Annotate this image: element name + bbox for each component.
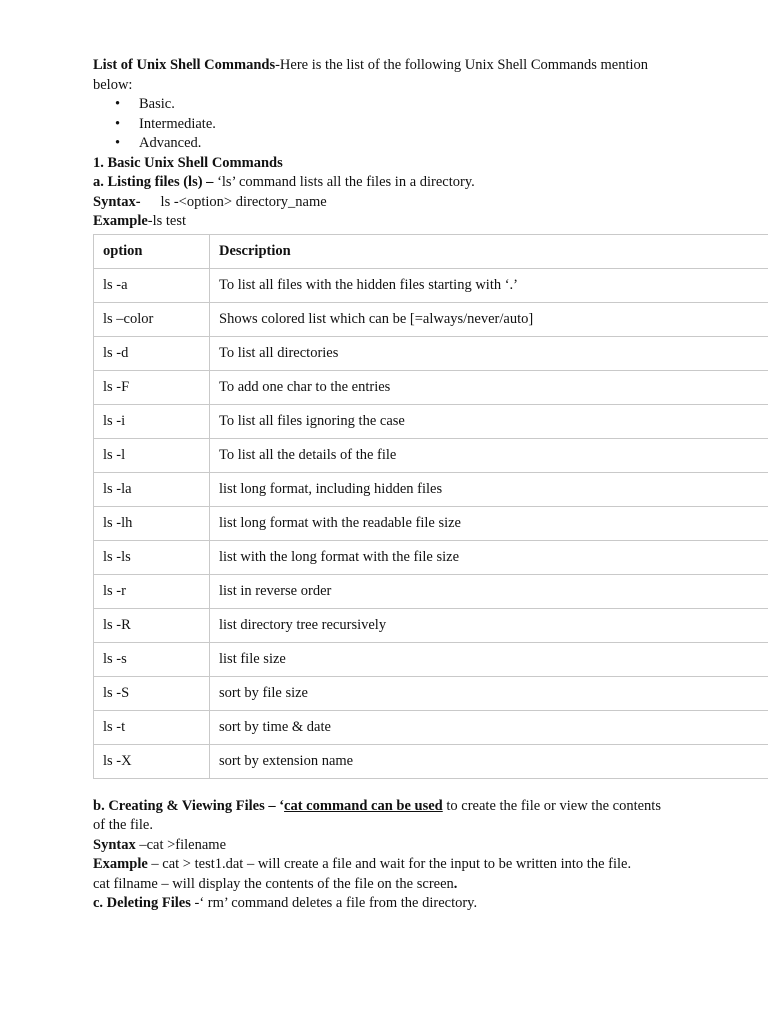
description-cell: sort by time & date [210,710,768,744]
cat-syntax-label: Syntax [93,836,136,853]
list-item [93,95,768,115]
options-table [93,234,768,779]
creating-files-text: to create the file or view the contents of the file. [93,797,661,833]
cat-example-text: – cat > test1.dat – will create a file and wait for the input to be written into the file. [147,856,632,872]
syntax-label: Syntax- [93,193,141,210]
example-line [93,212,768,232]
listing-text: ‘ls’ command lists all the files in a directory. [213,174,475,190]
bullet-icon: • [115,96,121,112]
description-cell: Shows colored list which can be [=always/never/auto] [210,302,768,336]
description-cell: list in reverse order [210,574,768,608]
description-cell: list with the long format with the file size [210,540,768,574]
intro-text: -Here is the list of the following Unix Shell Commands mention below: [93,57,649,93]
list-item [93,134,768,154]
table-row [94,540,768,574]
cat-syntax-line [93,836,768,856]
option-cell: ls -ls [94,540,210,574]
option-cell: ls -l [94,438,210,472]
description-cell: list file size [210,642,768,676]
option-cell: ls -d [94,336,210,370]
option-cell: ls -S [94,676,210,710]
section-heading-text: 1. Basic Unix Shell Commands [93,154,283,171]
document-page [93,56,768,914]
table-row [94,710,768,744]
table-header-description: Description [210,234,768,268]
example-text: -ls test [147,213,187,229]
syntax-line [93,193,768,213]
table-header-option: option [94,234,210,268]
table-header-row [94,234,768,268]
option-cell: ls -a [94,268,210,302]
example-label: Example [93,213,148,229]
description-cell: To list all files with the hidden files starting with ‘.’ [210,268,768,302]
table-row [94,302,768,336]
description-cell: To add one char to the entries [210,370,768,404]
table-row [94,744,768,778]
bullet-icon: • [115,115,121,132]
cat-display-line: cat filname – will display the contents of the file on the screen. [93,875,458,892]
table-row [94,268,768,302]
table-row [94,370,768,404]
description-cell: To list all the details of the file [210,438,768,472]
listing-line [93,173,768,193]
syntax-text: ls -<option> directory_name [160,193,327,210]
cat-syntax-text: –cat >filename [135,836,227,853]
option-cell: ls -lh [94,506,210,540]
description-cell: sort by extension name [210,744,768,778]
option-cell: ls -t [94,710,210,744]
table-row [94,676,768,710]
option-cell: ls -la [94,472,210,506]
list-item-label: Intermediate. [139,115,216,132]
creating-files-paragraph [93,797,673,836]
list-item-label: Advanced. [139,135,202,151]
option-cell: ls -i [94,404,210,438]
table-row [94,608,768,642]
levels-list [93,95,768,154]
table-row [94,472,768,506]
description-cell: To list all files ignoring the case [210,404,768,438]
intro-title: List of Unix Shell Commands [93,57,276,73]
description-cell: list long format, including hidden files [210,472,768,506]
intro-paragraph [93,56,653,95]
table-row [94,574,768,608]
table-row [94,642,768,676]
creating-files-underlined: cat command can be used [284,797,443,814]
cat-example-line [93,855,768,875]
creating-files-label: b. Creating & Viewing Files – ‘ [93,797,285,814]
bullet-icon: • [115,135,121,151]
list-item [93,115,768,135]
description-cell: sort by file size [210,676,768,710]
list-item-label: Basic. [139,96,175,112]
table-row [94,404,768,438]
option-cell: ls –color [94,302,210,336]
table-row [94,506,768,540]
listing-label: a. Listing files (ls) – [93,174,214,190]
deleting-files-line [93,894,768,914]
table-row [94,336,768,370]
table-row [94,438,768,472]
cat-example-label: Example [93,856,148,872]
option-cell: ls -R [94,608,210,642]
deleting-files-label: c. Deleting Files [93,895,191,911]
description-cell: To list all directories [210,336,768,370]
option-cell: ls -X [94,744,210,778]
description-cell: list directory tree recursively [210,608,768,642]
description-cell: list long format with the readable file size [210,506,768,540]
option-cell: ls -r [94,574,210,608]
option-cell: ls -F [94,370,210,404]
section-heading [93,154,768,174]
option-cell: ls -s [94,642,210,676]
deleting-files-text: -‘ rm’ command deletes a file from the directory. [190,895,478,911]
cat-display-text: cat filname – will display the contents of the file on the screen [93,875,454,892]
